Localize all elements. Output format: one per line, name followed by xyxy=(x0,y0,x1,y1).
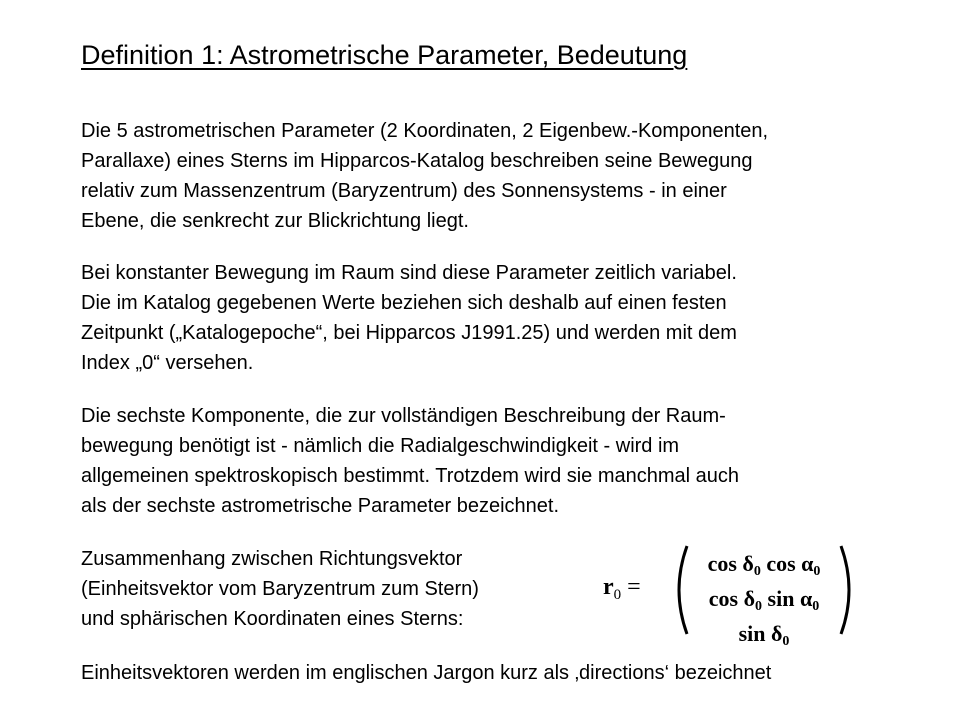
paragraph-direction-vector xyxy=(81,544,479,634)
direction-vector-formula xyxy=(603,540,863,649)
formula-equals: = xyxy=(627,574,641,600)
formula-row-z: $\sin \delta_0$ xyxy=(738,621,790,649)
paragraph-line: Zusammenhang zwischen Richtungsvektor xyxy=(81,548,463,570)
paragraph-line: Parallaxe) eines Sterns im Hipparcos-Katalog beschreiben seine Bewegung xyxy=(81,150,753,172)
formula-row-x: $\cos \delta_0$ $\cos \alpha_0$ xyxy=(707,551,821,579)
slide-title: Definition 1: Astrometrische Parameter, Bedeutung xyxy=(81,40,688,70)
paragraph-line: (Einheitsvektor vom Baryzentrum zum Stern) xyxy=(81,578,479,600)
paragraph-line: bewegung benötigt ist - nämlich die Radialgeschwindigkeit - wird im xyxy=(81,435,680,457)
paragraph-line: relativ zum Massenzentrum (Baryzentrum) des Sonnensystems - in einer xyxy=(81,180,727,202)
paragraph-astrometric-parameters xyxy=(81,116,768,236)
paragraph-line: Die im Katalog gegebenen Werte beziehen sich deshalb auf einen festen xyxy=(81,292,727,314)
paragraph-line: Einheitsvektoren werden im englischen Jargon kurz als ‚directions‘ bezeichnet xyxy=(81,662,772,684)
paragraph-line: und sphärischen Koordinaten eines Sterns: xyxy=(81,608,464,630)
formula-vector-components xyxy=(689,550,839,655)
formula-row-y: $\cos \delta_0$ $\sin \alpha_0$ xyxy=(708,586,820,614)
paragraph-radial-velocity xyxy=(81,401,739,521)
paragraph-line: allgemeinen spektroskopisch bestimmt. Trotzdem wird sie manchmal auch xyxy=(81,465,740,487)
paragraph-line: Ebene, die senkrecht zur Blickrichtung liegt. xyxy=(81,210,469,232)
paragraph-line: Die 5 astrometrischen Parameter (2 Koordinaten, 2 Eigenbew.-Komponenten, xyxy=(81,120,769,142)
paragraph-catalog-epoch xyxy=(81,258,737,378)
right-parenthesis xyxy=(839,544,859,636)
formula-lhs xyxy=(603,570,641,612)
paragraph-line: Index „0“ versehen. xyxy=(81,352,254,374)
paragraph-line: Zeitpunkt („Katalogepoche“, bei Hipparcos J1991.25) und werden mit dem xyxy=(81,322,737,344)
paragraph-line: Die sechste Komponente, die zur vollständigen Beschreibung der Raum- xyxy=(81,405,726,427)
left-parenthesis xyxy=(669,544,689,636)
paragraph-directions-note xyxy=(81,658,771,688)
formula-vector-subscript: 0 xyxy=(613,587,622,603)
paragraph-line: als der sechste astrometrische Parameter bezeichnet. xyxy=(81,495,559,517)
paragraph-line: Bei konstanter Bewegung im Raum sind diese Parameter zeitlich variabel. xyxy=(81,262,737,284)
formula-vector-symbol: r xyxy=(603,574,614,600)
